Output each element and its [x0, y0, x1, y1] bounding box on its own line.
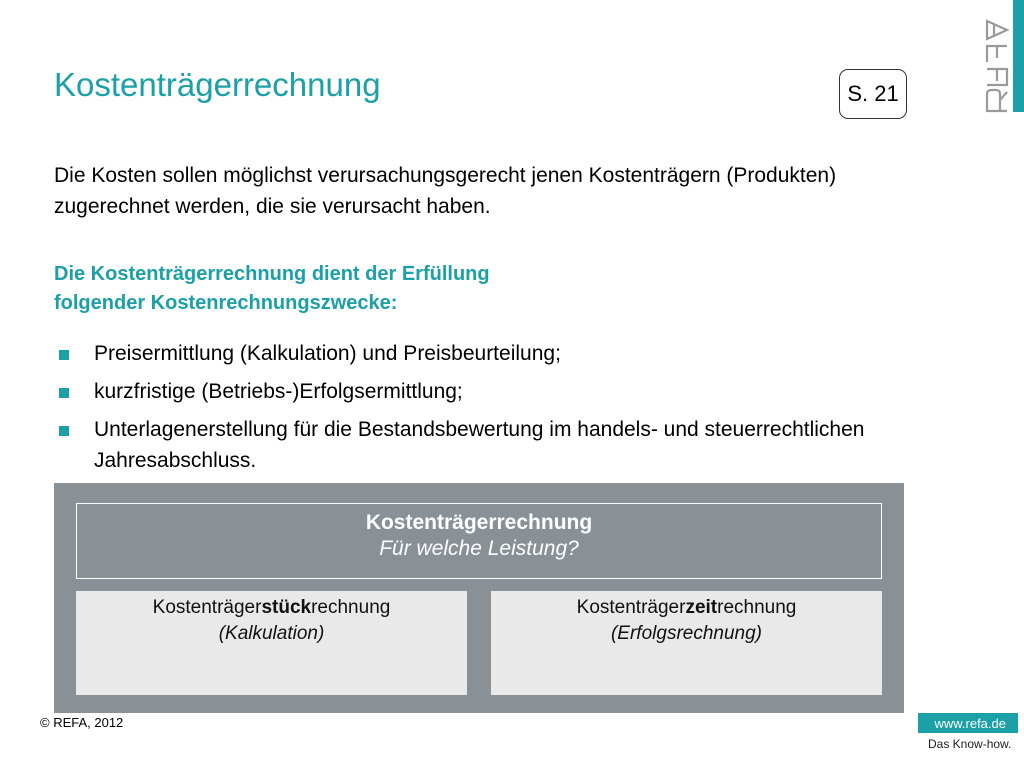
- cost-unit-diagram: [54, 483, 904, 713]
- square-bullet-icon: [59, 426, 69, 436]
- period-costing-subtitle: (Erfolgsrechnung): [610, 623, 763, 644]
- list-item: [54, 338, 874, 369]
- list-item: [54, 414, 874, 476]
- purpose-list: [54, 338, 874, 483]
- square-bullet-icon: [59, 388, 69, 398]
- period-costing-box: [491, 591, 882, 695]
- list-item-text: Preisermittlung (Kalkulation) und Preisbeurteilung;: [94, 342, 561, 365]
- tagline: Das Know-how.: [928, 737, 1012, 751]
- piece-costing-title: Kostenträgerstückrechnung: [152, 597, 391, 618]
- list-item: [54, 376, 874, 407]
- accent-bar: [1013, 0, 1024, 112]
- piece-costing-box: [76, 591, 467, 695]
- page-reference-badge: S. 21: [839, 69, 907, 119]
- main-box-title: Kostenträgerrechnung: [365, 511, 593, 534]
- page-title: Kostenträgerrechnung: [54, 66, 381, 103]
- list-item-text: kurzfristige (Betriebs-)Erfolgsermittlung;: [94, 380, 463, 403]
- refa-logo: [983, 18, 1011, 114]
- section-subheading: [54, 260, 754, 318]
- website-link[interactable]: www.refa.de: [918, 713, 1018, 733]
- piece-costing-subtitle: (Kalkulation): [218, 623, 325, 644]
- subheading-line-1: Die Kostenträgerrechnung dient der Erfüllung: [54, 263, 490, 285]
- main-box-subtitle: Für welche Leistung?: [379, 537, 579, 560]
- period-costing-title: Kostenträgerzeitrechnung: [576, 597, 797, 618]
- subheading-line-2: folgender Kostenrechnungszwecke:: [54, 292, 398, 314]
- list-item-text: Unterlagenerstellung für die Bestandsbewertung im handels- und steuerrechtlichen Jahresabschluss.: [94, 418, 865, 472]
- main-concept-box: [76, 503, 882, 579]
- copyright-notice: © REFA, 2012: [40, 715, 124, 730]
- intro-text: Die Kosten sollen möglichst verursachungsgerecht jenen Kostenträgern (Produkten) zugerechnet werden, die sie verursacht haben.: [54, 164, 837, 218]
- square-bullet-icon: [59, 350, 69, 360]
